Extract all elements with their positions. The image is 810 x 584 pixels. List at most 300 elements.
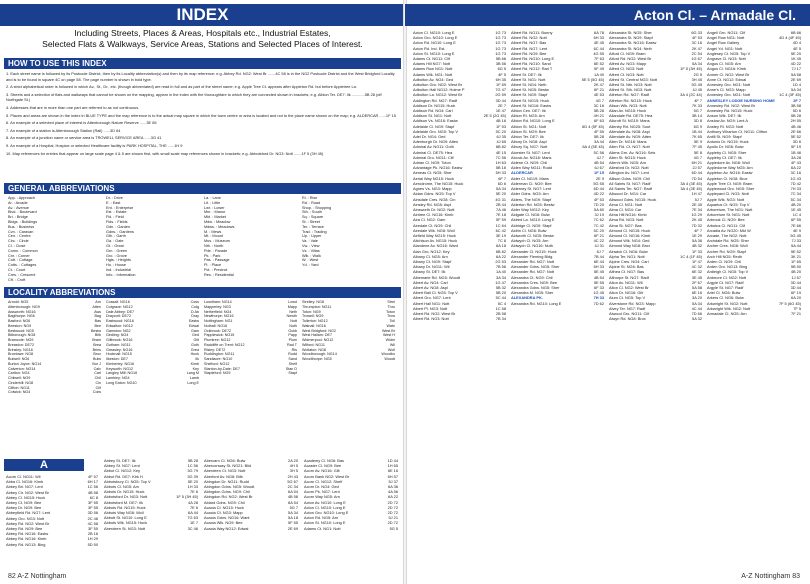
index-entry: 3E 45 Althorpe St. NG7: Radf <box>609 274 702 280</box>
index-entry: 6F 63 Albion Rd. NG10: Long E <box>511 118 604 124</box>
index-entry: 5E 55 Alexandra Cres. NG9: Bee <box>511 279 604 285</box>
index-entry: 7F 63 Albert Rd. NG10: Long E <box>511 56 604 62</box>
index-entry: Av. : Avenue <box>8 205 29 210</box>
index-entry: Ho. : House <box>106 263 127 268</box>
index-entry: 7D 66 Alwood Gro. NG11: Clif <box>609 310 702 316</box>
index-entry: Gdns. : Gardens <box>106 229 134 234</box>
index-entry: 3C 16 Appleton Av. NG16: Eastw <box>707 170 801 176</box>
index-entry: 1C 56 Abbey Bri. NG7: Lent <box>6 484 98 490</box>
index-entry: 1C 58 Albert Pl. NG3: Nott <box>413 305 506 311</box>
index-entry: Plum Plumtree: NG12 <box>204 338 297 342</box>
index-entry: Gro. : Grove <box>106 253 127 258</box>
index-entry: 7H 33 ALEXANDRA PK. <box>511 295 604 301</box>
index-entry: Bus. : Business <box>8 224 35 229</box>
index-entry: 7F 45 Allen Fld. Ct. NG7: Nott <box>609 144 702 150</box>
index-entry: Rudd Ruddington: NG11 <box>204 352 297 357</box>
index-entry: 1H 65 Acaster Cl. NG9: Bee <box>304 463 398 469</box>
index-entry: Chil Chilwell: NG9 <box>8 376 101 380</box>
loc-abbr-col <box>204 300 297 376</box>
index-entry: 6A 22 Appledorne Way NG5: Arn <box>707 165 801 171</box>
index-entry: Ind. : Industrial <box>106 267 131 272</box>
index-entry: 1G 29 Alma Hill NG16: Kimb <box>609 212 702 218</box>
index-entry: 1B 44 Allendale Av. NG8: Aspl <box>609 128 702 134</box>
how-to-use-text <box>6 71 399 158</box>
index-entry: 5J 21 Acton Rd. NG5: Arn <box>304 515 398 521</box>
index-entry: 4G 7 Allen St. NG15: Huck <box>609 154 702 160</box>
how-item: 9. An example of a Hospital, Hospice or selected Healthcare facility is PARK HOSPITAL, THE ......1H 9 <box>6 142 183 148</box>
index-entry: West H West Hallam: DE7 <box>302 333 395 338</box>
index-entry: Fld. : Field <box>106 215 124 220</box>
index-entry: 7F 21 Armadale Cl. NG5: Arn <box>707 310 801 316</box>
loc-abbr-col <box>302 300 395 362</box>
index-entry: 4B 20 Aquarius Ct. NG5: Top V <box>707 201 801 207</box>
index-entry: 3G 45 Alfred St. Nth. NG3: Nott <box>609 82 702 88</box>
page-footer: 82 A-Z Nottingham <box>8 573 67 580</box>
index-entry: Vs. : Villas <box>302 248 320 253</box>
index-entry: 4C 44 Alvey Ter. NG7: Radf <box>609 305 702 311</box>
index-entry: Bldgs. : Buildings <box>8 219 38 224</box>
index-entry: 6C 44 Albert Rd. NG7: Lent <box>511 45 604 51</box>
index-entry: 3D 56 Abbeyfield Rd. NG7: Lent <box>6 510 98 516</box>
index-entry: 5B 28 Albion Ter. DE7: Ilk <box>511 134 604 140</box>
index-entry: Bilb Bilborough: NG8 <box>8 333 101 338</box>
index-entry: 5H 33 Aeneas Ct. NG5: Sher <box>413 170 506 176</box>
index-entry: 3B 56 Adams Hill NG7: Nott <box>413 61 506 67</box>
index-entry: Lang M Langley Mill: NG16 <box>106 371 199 376</box>
index-entry: Toton Toton: NG9 <box>302 309 395 314</box>
index-entry: 5F 19 Apollo Dr. NG6: Bulw <box>707 144 801 150</box>
index-entry: Dr. : Drive <box>106 196 123 200</box>
index-entry: 4D 22 Alder Gdns. NG5: Arn <box>511 191 604 197</box>
index-entry: 6F 7 Aerial Way NG15: Huck <box>413 175 506 181</box>
index-entry: 4J 45 Alfred St. Sth. NG3: Nott <box>609 87 702 93</box>
index-entry: 6A 54 Abingdon Gdns. NG9: Chil <box>204 489 298 495</box>
how-item: 1. Each street name is followed by its Postcode District, then by its Locality abbreviation(s) and then by its map reference; e.g. Abbey Rd. NG2: West Br .......4C 58 is in the NG2 Postcode District and the West Bridgford Locality and is to be found in square 4C on page 58. The page number is shown in bold type. <box>6 71 395 82</box>
index-entry: 4D 22 Angus Cl. NG5: Arn <box>707 61 801 67</box>
index-entry: 7F 5 (6G 45) Arkwright St. NG2: Nott <box>707 300 801 306</box>
index-entry: 2J 57 Allesford Dr. NG2: Nott <box>609 165 702 171</box>
index-entry: Pas. : Passage <box>204 258 230 263</box>
index-entry: Gt. : Great <box>106 243 124 248</box>
index-entry: Mkt. : Market <box>204 215 226 220</box>
index-entry: Blvd. : Boulevard <box>8 210 37 215</box>
index-entry: 4C 58 Abbey Rd. NG2: West Br <box>6 520 98 526</box>
index-entry: 6A 54 Ablard Gdns. NG9: Chil <box>204 499 298 505</box>
index-entry: 1C 56 Abbey St. NG7: Lent <box>104 463 198 469</box>
index-entry: 1J 57 Ardmore Cl. NG2: Nott <box>707 274 801 280</box>
index-entry: 7B 56 Albany Dr. NG11: Wil <box>413 264 506 270</box>
index-entry: 5A 36 Almond Wlk. NG4: Ged <box>609 238 702 244</box>
index-entry: 4B 58 Abbey Cir. NG2: West Br <box>6 489 98 495</box>
index-entry: 3E 19 Airfield Way NG15: Huck <box>413 232 506 238</box>
index-entry: Up. : Upper <box>302 234 322 239</box>
index-entry: 7C 62 Aldred La. NG10: Long E <box>511 217 604 223</box>
index-entry: 7D 32 Alma St. NG7: Bas <box>609 222 702 228</box>
index-entry: 1G 67 Alford Rd. NG2: West Br <box>609 56 702 62</box>
index-entry: 7K 33 Alison Wlk. NG3: Nott <box>609 102 702 108</box>
index-entry: 7D 62 Alexandra Rd. NG10: Long E <box>511 300 604 306</box>
index-entry: 5C 56 Alcester St. NG7: Lent <box>511 149 604 155</box>
index-entry: 5B 28 Albion Cen. DE7: Ilk <box>511 108 604 114</box>
index-entry: Clif Clifton: NG11 <box>8 385 101 390</box>
index-entry: 2E 7 Addison Dr. NG15: Huck <box>413 102 506 108</box>
index-entry: Strel Strelley: NG8 <box>302 300 395 304</box>
index-entry: Ct. : Court <box>8 267 26 272</box>
index-entry: 1E 45 Arboretum, The NG1: Nott <box>707 206 801 212</box>
index-entry: 7D 54 Allison Gdns. NG9: Chil <box>609 175 702 181</box>
index-entry: Cnr. : Corner <box>8 253 30 258</box>
index-entry: Watn Watnall: NG16 <box>302 323 395 328</box>
index-entry: Cin Cinderhill: NG8 <box>8 380 101 385</box>
index-entry: Mdws. : Meadows <box>204 224 235 229</box>
index-entry: 5D 50 Abbey Rd. NG13: Bing <box>6 541 98 547</box>
intro-line: Including Streets, Places & Areas, Hospitals etc., Industrial Estates, <box>74 28 331 38</box>
index-entry: Bee Beeston: NG9 <box>8 323 101 328</box>
index-entry: Wil Wilford: NG11 <box>302 342 395 347</box>
index-entry: 2C 46 Abbey Gro. NG3: Nott <box>6 515 98 521</box>
index-entry: Ris Risley: DE72 <box>204 347 297 352</box>
index-entry: Woodt Woodthorpe: NG5 <box>302 357 395 361</box>
index-entry: 1G 47 Albert Av. NG4: Carl <box>413 279 506 285</box>
index-title: INDEX <box>0 4 405 26</box>
index-entry: 2E 9 Alder Cl. NG19: Mans <box>511 175 604 181</box>
index-entry: 5G 7 Acacia Cl. NG15: Huck <box>204 504 298 510</box>
index-entry: Eastw Eastwood: NG16 <box>106 319 199 323</box>
index-entry: 5E 8 Allens Grn. Av. NG16: Sels <box>609 149 702 155</box>
index-entry: Mus. : Museum <box>204 239 230 244</box>
index-entry: 5C 34 Apple Wlk. NG3: Nott <box>707 196 801 202</box>
index-entry: 6D 6 Aerodrome, The NG15: Huck <box>413 180 506 186</box>
index-entry: Sth. : South <box>302 210 322 215</box>
index-column <box>707 30 801 316</box>
index-entry: Papp Papplewick: NG15 <box>204 333 297 338</box>
index-entry: 1K 45 Angrave Cl. NG3: Nott <box>707 56 801 62</box>
index-entry: 1F 5 (3H 45) Abbotsford Dr. NG3: Nott <box>104 494 198 500</box>
index-entry: 1D 44 Academy Cl. NG6: Bas <box>304 458 398 463</box>
index-entry: 7H 33 Applewood Gro. NG5: Sher <box>707 186 801 192</box>
index-entry: Brins Brinsley: NG16 <box>8 347 101 352</box>
index-entry: 5C 20 Adelaide Gro. NG5: Top V <box>413 128 506 134</box>
index-entry: 3D 44 Argyle Ct. NG7: Radf <box>707 279 801 285</box>
index-entry: Stapf Stapleford: NG9 <box>204 371 297 376</box>
index-entry: 2F 67 Alton Av. NG11: Wil <box>609 279 702 285</box>
index-column <box>609 30 702 321</box>
index-entry: Thru Thrumpton: NG11 <box>302 304 395 309</box>
index-entry: Newth Newthorpe: NG16 <box>204 314 297 319</box>
index-entry: Wlk. : Walk <box>302 253 321 258</box>
index-entry: Aws Awsworth: NG16 <box>8 309 101 314</box>
index-entry: Circ. : Circle <box>8 239 29 244</box>
index-entry: 4B 16 Addison Vs. NG16: Eastw <box>413 118 506 124</box>
index-entry: 4B 58 Abingdon Rd. NG2: West Br <box>204 494 298 500</box>
index-entry: 2F 7 ANNESLEY LODGE NURSING HOME <box>707 97 801 103</box>
index-entry: 1C 64 Airedale Ct. NG9: Chil <box>413 222 506 228</box>
index-entry: 6H 33 Alexander Gdns. NG5: Sher <box>511 264 604 270</box>
index-entry: Lamb Lambley: NG4 <box>106 376 199 380</box>
index-entry: 7E 34 Alma Cl. NG4: Car <box>609 206 702 212</box>
index-entry: 1G 45 Alexandra M. NG5: Sher <box>511 290 604 296</box>
index-entry: 3D 44 Addington Rd. NG7: Radf <box>413 97 506 103</box>
index-entry: Ent. : Enterprise <box>106 205 134 210</box>
index-entry: Colw Colwick: NG4 <box>8 390 101 395</box>
index-entry: Rd. : Road <box>302 200 321 205</box>
index-entry: Mt. : Mount <box>204 234 223 239</box>
index-entry: Ilk Ilkeston: DE7 <box>106 357 199 361</box>
index-entry: 5D 6 Annesley Rd. NG15: Huck <box>707 108 801 114</box>
index-entry: Pct. : Precinct <box>204 267 228 272</box>
index-entry: Gam Gamston: NG2 <box>106 328 199 333</box>
index-entry: W. : West <box>302 258 319 263</box>
index-entry: 1F 53 Adelaide Cl. NG9: Stapf <box>413 123 506 129</box>
index-entry: Toll Tollerton: NG12 <box>302 319 395 323</box>
index-entry: 4F 5 Adams Wlk. NG1: Nott <box>413 71 506 77</box>
index-entry: 6E 32 Althea Ct. NG7: Bas <box>609 269 702 275</box>
index-entry: 6D 4 (5F 45) Albion St. NG1: Nott <box>511 123 604 129</box>
index-entry: Brea Breaston: DE72 <box>8 342 101 347</box>
index-entry: 6G 5 Adams Row NG1: Nott <box>413 66 506 72</box>
index-entry: Nth. : North <box>204 243 224 248</box>
index-entry: Mapp Mapperley: NG3 <box>204 304 297 309</box>
index-column <box>104 458 198 531</box>
index-entry: 4E 15 Admiral Cl. DE75: Hea <box>413 149 506 155</box>
index-entry: 7J 17 Angus Cl. NG16: Kimb <box>707 66 801 72</box>
index-entry: 4F 55 Albion St. NG9: Bee <box>511 128 604 134</box>
index-entry: 3A 44 Albury Dr. NG8: Aspl <box>511 139 604 145</box>
index-entry: 1F 47 Alpine Cres. NG4: Carl <box>609 258 702 264</box>
index-entry: 7A 46 Ainsworth Dr. NG2: Nott <box>413 206 506 212</box>
index-entry: 4B 32 Almond Way NG8: Brox <box>609 243 702 249</box>
index-entry: Bag Bagthorpe: NG6 <box>8 314 101 319</box>
index-entry: 2K 47 Alexandra St. NG4: Neth <box>609 45 702 51</box>
index-entry: Cft. : Croft <box>8 277 26 282</box>
index-entry: Brox Broxtowe: NG8 <box>8 352 101 357</box>
index-entry: 6A 22 Albany Cl. NG5: Arn <box>413 253 506 259</box>
index-entry: Cotts. : Cottages <box>8 263 37 268</box>
index-entry: 6B 66 Angell Grn. NG11: Clif <box>707 30 801 35</box>
index-entry: 5E 20 Aidan Gdns. NG5: Top V <box>413 191 506 197</box>
index-entry: 2D 72 Acton St. NG10: Long E <box>304 520 398 526</box>
index-entry: Ar. : Arcade <box>8 200 28 205</box>
index-entry: 5F 55 Acacia Wlk. NG9: Bee <box>204 520 298 526</box>
index-entry: 1G 73 Acton St. NG10: Long E <box>413 50 506 56</box>
index-entry: Trad. : Trading <box>302 229 327 234</box>
index-entry: 3B 14 Allandale Rd. DE75: Hea <box>609 113 702 119</box>
index-entry: 5J 7 Allwood Gdns. NG15: Huck <box>609 196 702 202</box>
index-intro <box>10 28 395 50</box>
general-abbreviations-heading: GENERAL ABBREVIATIONS <box>4 183 401 194</box>
index-entry: 1H 29 Abbey Rd. NG16: Kimb <box>6 536 98 542</box>
index-entry: 7B 44 Alexander Fleming Bldg. <box>511 253 604 259</box>
index-entry: 4B 20 Ardleigh Cl. NG5: Top V <box>707 269 801 275</box>
index-entry: 4F 57 Acorn Cl. NG11: Wil <box>6 474 98 479</box>
index-entry: 4H 5 Aberconway St. NG21: Blid <box>204 463 298 469</box>
index-entry: 2D 72 Acton Gro. NG10: Long E <box>304 510 398 516</box>
index-entry: 5F 49 Albert Rd. NG12: Rad T <box>511 66 604 72</box>
index-entry: Widm Widmerpool: NG12 <box>302 338 395 342</box>
index-entry: Comn. : Common <box>8 248 38 253</box>
index-entry: Cen. : Centre <box>8 234 31 239</box>
index-entry: 1F 15 ALDERCAR <box>511 170 604 176</box>
index-entry: Gilt Giltbrook: NG16 <box>106 338 199 342</box>
index-entry: 3H 45 Alfred St. Central NG3: Nott <box>609 76 702 82</box>
how-item: 7. An example of a station is Attenborough Station (Rail) ......3D 64 <box>6 127 121 133</box>
index-entry: 4F 7 Alfreton Rd. NG15: Huck <box>609 97 702 103</box>
index-entry: Atten Attenborough: NG9 <box>8 304 101 309</box>
index-entry: 4E 9 Arcadia Av. NG20: Mkt W <box>707 227 801 233</box>
index-entry: 5A 58 Anmer Cl. NG2: West Br <box>707 71 801 77</box>
index-entry: 6G 9 Allenby Rd. NG25: Sout <box>609 123 702 129</box>
index-entry: 7E 18 Aintree Cl. NG16: Kimb <box>413 212 506 218</box>
index-entry: 4J 31 Aldwych Cl. NG16: Nuth <box>511 243 604 249</box>
index-entry: 6H 35 Adbolton Av. NG4: Ged <box>413 76 506 82</box>
index-entry: Pde. : Parade <box>204 248 228 253</box>
index-entry: 7E 6 Abbots Rd. NG15: Huck <box>104 504 198 510</box>
index-column <box>511 30 604 306</box>
page-footer: A-Z Nottingham 83 <box>741 573 800 580</box>
index-entry: 4D 4 Angel Row Gallery <box>707 40 801 46</box>
how-item: 8. An example of a junction name or service area is TROWELL SERVICE AREA ......3G 41 <box>6 135 162 141</box>
index-entry: 2D 72 Acton Cl. NG10: Long E <box>304 504 398 510</box>
index-entry: 3G 39 Abbot Rd. DE7: Kirk H <box>104 473 198 479</box>
index-entry: 5A 32 Alwyn Rd. NG8: Brox <box>609 316 702 322</box>
index-entry: 4H 21 Albion Ri. NG5: Arn <box>511 113 604 119</box>
index-entry: 2G 59 Adbolton La. NG12: West Br <box>413 92 506 98</box>
index-entry: 3D 6 Antonio Dr. NG15: Huck <box>707 139 801 145</box>
index-entry: 5G 45 Arcade, The NG2: Nott <box>707 232 801 238</box>
index-entry: 3A 4 (3E 45) All Saints Ter. NG7: Radf <box>609 186 702 192</box>
index-entry: 5E 52 Antill St. NG9: Stapf <box>707 134 801 140</box>
index-column <box>304 458 398 531</box>
index-entry: 1F 59 Adbolton Gro. NG2: West Br <box>413 82 506 88</box>
index-entry: 2G 53 Albany Ct. NG9: Stapf <box>413 258 506 264</box>
index-entry: App. : Approach <box>8 196 36 200</box>
index-column <box>204 458 298 531</box>
index-entry: Ockb Ockbrook: DE72 <box>204 328 297 333</box>
index-entry: Vw. : View <box>302 243 320 248</box>
index-entry: 5B 20 Albert Ball Cl. NG5: Top V <box>413 290 506 296</box>
index-entry: 4B 54 Alexandra Ct. NG9: Chil <box>511 274 604 280</box>
index-entry: 2B 44 Ainsley Rd. NG8: Aspl <box>413 201 506 207</box>
index-entry: 3G 79 Abbot Cl. NG12: Key <box>104 468 198 474</box>
index-entry: 4A 56 Acorn Pk. NG7: Lent <box>304 489 398 495</box>
index-entry: 2H 43 Aberford Av. NG8: Bilb <box>204 473 298 479</box>
index-entry: 4E 5 Angel Yd. NG1: Nott <box>707 45 801 51</box>
index-entry: 4G 31 Ainsdale Cres. NG8: Cin <box>413 196 506 202</box>
index-entry: Bestw Bestwood: NG5 <box>8 328 101 333</box>
index-entry: 2G 5 Alfred Ct. NG3: Nott <box>609 71 702 77</box>
index-entry: 4J 7 Alcock Av. NG18: Mans <box>511 154 604 160</box>
right-page <box>405 0 810 584</box>
index-entry: 5A 44 Archer Cres. NG8: Woll <box>707 243 801 249</box>
index-entry: Yd. : Yard <box>302 263 319 268</box>
index-entry: Kimb Kimberley: NG16 <box>106 361 199 366</box>
index-entry: 1G 43 Appleton Cl. NG8: Brox <box>707 175 801 181</box>
index-entry: 2E 69 Acacia Way NG12: Edwal <box>204 525 298 531</box>
index-entry: 5B 28 Anson Wlk. DE7: Ilk <box>707 113 801 119</box>
index-column <box>6 474 98 547</box>
loc-abbr-col <box>106 300 199 386</box>
index-entry: 2C 54 Alford Cl. NG9: Bram <box>609 50 702 56</box>
index-entry: Bur J Burton Joyce: NG14 <box>8 361 101 366</box>
index-entry: 6E 16 Alton Dr. NG16: Gilt <box>609 290 702 296</box>
index-entry: 3C 46 Aberdeen St. NG3: Nott <box>104 525 198 531</box>
index-entry: Hgts. : Heights <box>106 258 131 263</box>
index-entry: 3B 58 Annesley Rd. NG2: West Br <box>707 102 801 108</box>
index-entry: 7B 34 Albert Rd. NG3: Nott <box>413 316 506 322</box>
index-column <box>413 30 506 321</box>
how-item: 5. Places and areas are shown in the index in BLUE TYPE and the map reference is to the actual map square in which the town centre or area is located and not to the place name shown on the map; e.g. ALDERCAR ......1F 15 <box>6 112 396 118</box>
index-entry: 7J 33 Archdale Rd. NG5: Sher <box>707 238 801 244</box>
index-entry: 2E 5 (2G 45) Addison St. NG1: Nott <box>413 113 506 119</box>
index-entry: Stan D Stanton-by-Dale: DE7 <box>204 366 297 371</box>
index-entry: 6B 82 Alan Gro. NG12: Key <box>413 248 506 254</box>
index-entry: 5B 28 Abbey St. DE7: Ilk <box>104 458 198 463</box>
index-entry: 6A 78 Albert Rd. NG11: Bunny <box>511 30 604 35</box>
index-entry: 6J 67 Alden Way NG11: Rudd <box>511 165 604 171</box>
index-entry: 5C 44 Albert Gro. NG7: Lent <box>413 295 506 301</box>
index-entry: 1D 4 Annesley Gro. NG1: Nott <box>707 82 801 88</box>
index-entry: 3F 55 Abbey Rd. NG9: Bee <box>6 526 98 532</box>
index-entry: Ri. : Rise <box>302 196 318 200</box>
gen-abbr-col <box>302 196 397 268</box>
index-entry: 7F 5 Arkwright Wlk. NG2: Nott <box>707 305 801 311</box>
index-entry: Mdw. : Meadow <box>204 219 231 224</box>
index-entry: 3C 16 Alexandra St. NG16: Eastw <box>609 40 702 46</box>
index-entry: 2H 55 Anslow Av. NG9: Lent A <box>707 118 801 124</box>
index-entry: 2A 20 Abercarn Cl. NG6: Bulw <box>204 458 298 463</box>
index-entry: 5E 45 Alexander Rd. NG7: Nott <box>511 269 604 275</box>
index-entry: 6A 22 Acorn Way NG5: Arn <box>304 494 398 500</box>
index-entry: 6D 44 Alderney St. NG7: Lent <box>511 186 604 192</box>
index-entry: Gth. : Garth <box>106 234 126 239</box>
index-entry: 4A 28 Abbotsford M. DE7: Ilk <box>104 499 198 505</box>
gen-abbr-col <box>106 196 201 278</box>
index-entry: Gdn. : Garden <box>106 224 131 229</box>
index-entry: 3H 5 Aberdeen Ct. NG3: Nott <box>204 468 298 474</box>
index-entry: 5A 58 Alton Cl. NG2: West Br <box>609 284 702 290</box>
index-entry: Woodbo Woodborough: NG14 <box>302 352 395 357</box>
index-entry: 5A 34 Acacia Ct. NG3: Mapp <box>204 510 298 516</box>
index-entry: 5G 5 Adams Ct. NG1: Nott <box>304 525 398 531</box>
index-entry: 4C 32 Alpine St. NG6: Bas <box>609 264 702 270</box>
index-entry: 5C 4 Albert Hall NG1: Nott <box>413 300 506 306</box>
index-entry: 4J 65 Adenburgh Dr. NG9: Atten <box>413 139 506 145</box>
index-entry: 3D 8 Allcroft St. NG19: Mans <box>609 118 702 124</box>
index-entry: 7G 63 Abbott St. NG10: Long E <box>104 515 198 521</box>
index-entry: 3A 4 (3E 45) All Saints St. NG7: Radf <box>609 180 702 186</box>
index-entry: 1E 7 Abbots Wlk. NG15: Huck <box>104 520 198 526</box>
index-entry: 7D 42 Apple Tree Ct. NG9: Bram <box>707 180 801 186</box>
index-entry: 1G 73 Acton Rd. Ind. Est. <box>413 45 506 51</box>
index-entry: Nott Nottingham: NG1 <box>204 319 297 323</box>
index-entry: St. : Street <box>302 219 320 224</box>
index-entry: 1C 4 (1F 45) Alpha Ter. NG1: Nott <box>609 253 702 259</box>
index-entry: Shelf Shelford: NG12 <box>204 361 297 366</box>
index-entry: 5A 34 Alfred Av. NG3: Mapp <box>609 61 702 67</box>
index-entry: Cotg Cotgrave: NG12 <box>106 304 199 309</box>
how-item: 4. Addresses that are in more than one part are referred to as not continuous. <box>6 104 140 110</box>
index-entry: 7C 34 Appleyard Cl. NG3: Nott <box>707 191 801 197</box>
index-entry: 1H 63 Adrian Cl. NG9: Toton <box>413 160 506 166</box>
index-entry: 5C 20 Aldrin Cl. NG6: Bulw <box>511 227 604 233</box>
index-entry: 3F 55 Abbey Dr. NG9: Bee <box>6 505 98 511</box>
index-entry: 3A 20 Alum Ct. NG5: Top V <box>609 295 702 301</box>
index-entry: Ter. : Terrace <box>302 224 324 229</box>
index-entry: Cvn. : Caravan <box>8 229 34 234</box>
index-entry: 5A 34 Agnes Vs. NG3: Mapp <box>413 186 506 192</box>
index-entry: 5F 59 Aira Cl. NG2: Gam <box>413 217 506 223</box>
index-entry: 5A 34 Alverstone Rd. NG3: Mapp <box>609 300 702 306</box>
